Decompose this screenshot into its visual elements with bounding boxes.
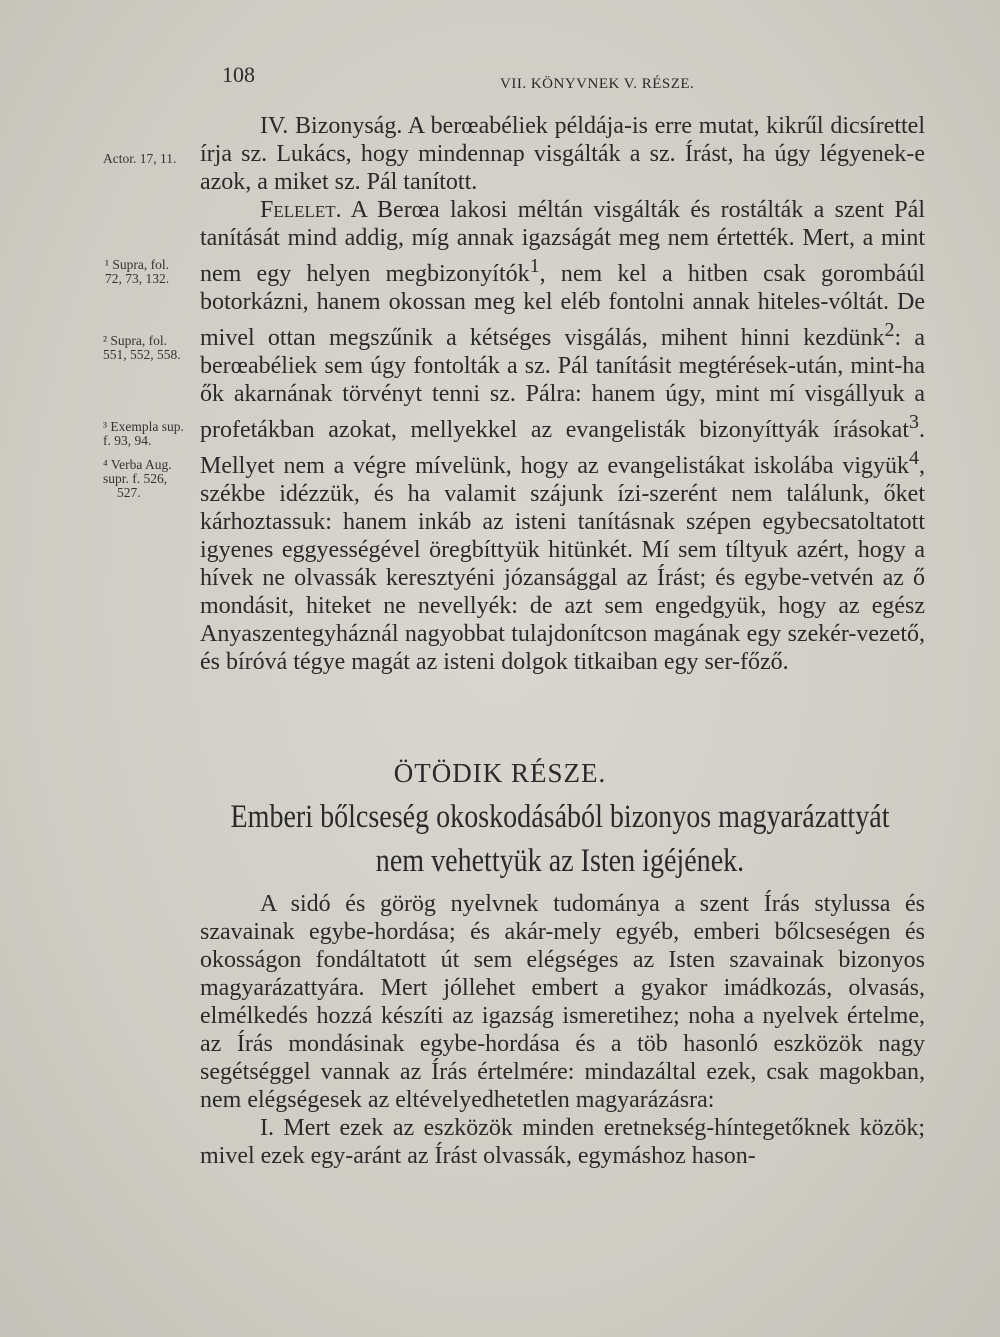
margin-note-supra-1: ¹ Supra, fol. 72, 73, 132. [105,257,170,286]
margin-note-verba: ⁴ Verba Aug. supr. f. 526, 527. [103,457,172,500]
margin-note-supra-2: ² Supra, fol. 551, 552, 558. [103,333,181,362]
footnote-ref-4: 4 [909,447,919,469]
paragraph-point-i: I. Mert ezek az eszközök minden eretnekség-híntegetőknek közök; mivel ezek egy-aránt az Írást olvassák, egymáshoz hason- [200,1115,925,1169]
running-head: VII. KÖNYVNEK V. RÉSZE. [500,76,695,92]
part-heading: ÖTÖDIK RÉSZE. [393,758,607,788]
paragraph-intro: A sidó és görög nyelvnek tudománya a szent Írás stylussa és szavainak egybe-hordása; és akár-mely egyéb, emberi bőlcseségen és okosságon fondáltatott út sem elégséges az Isten szavainak bizonyos magyarázattyára. Mert jóllehet embert a gyakor imádkozás, olvasás, elmélkedés hozzá készíti az igazság ismeretihez; noha a nyelvek értelme, az Írás mondásinak egybe-hordása és a töb hasonló eszközök nagy segétséggel vannak az Írás értelmére: mindazáltal ezek, csak magokban, nem elégségesek az eltévelyedhetetlen magyarázásra: [200,891,925,1113]
margin-note-actor: Actor. 17, 11. [103,151,177,166]
footnote-ref-3: 3 [909,411,919,433]
margin-note-exempla: ³ Exempla sup. f. 93, 94. [103,419,184,448]
page-number: 108 [222,62,255,87]
felelet-label: Felelet. [260,197,342,223]
footnote-ref-2: 2 [884,319,895,341]
paragraph-bizonysag: IV. Bizonyság. A berœabéliek példája-is erre mutat, kikrűl dicsírettel írja sz. Lukács, hogy mindennap visgálták a sz. Írást, ha úgy légyenek-e azok, a miket sz. Pál tanított. [200,113,925,195]
section-iv-text [200,112,925,676]
paragraph-felelet: Felelet. A Berœa lakosi méltán visgálták és rostálták a szent Pál tanítását mind addig, míg annak igazságát meg nem értették. Mert, a mint nem egy helyen megbizonyítók$^1$, nem kel a hitben csak gorombáúl botorkázni, hanem okossan meg kel eléb fontolni annak hiteles-vóltát. De mivel ottan megszűnik a kétséges visgálás, mihent hinni kezdünk$^2$: a berœabéliek sem úgy fontolták a sz. Pál tanításit megtérések-után, mint-ha ők akarnának törvényt tenni sz. Pálra: hanem úgy, mint mí visgállyuk a profetákban azokat, mellyekkel az evangelisták bizonyíttyák írásokat$^3$. Mellyet nem a végre mívelünk, hogy az evangelistákat iskolába vigyük$^4$, székbe idézzük, és ha valamit szájunk ízi-szerént nem találunk, őket kárhoztassuk: hanem inkáb az isteni tanításnak szépen egybecsatoltatott igyenes eggyességével öregbíttyük hitünkét. Mí sem tíltyuk azért, hogy a hívek ne olvassák keresztyéni józansággal az Írást; és egybe-vetvén az ő mondásit, hiteket ne nevellyék: de azt sem engedgyük, hogy az egész Anyaszentegyháznál nagyobbat tulajdonítcson magának egy szekér-vezető, és bíróvá tégye magát az isteni dolgok titkaiban egy ser-főző. [200,197,926,675]
chapter-title: Emberi bőlcseség okoskodásából bizonyos magyarázattyát nem vehettyük az Isten igéjének. [230,799,890,879]
section-v-text [200,890,925,1170]
footnote-ref-1: 1 [529,255,540,277]
